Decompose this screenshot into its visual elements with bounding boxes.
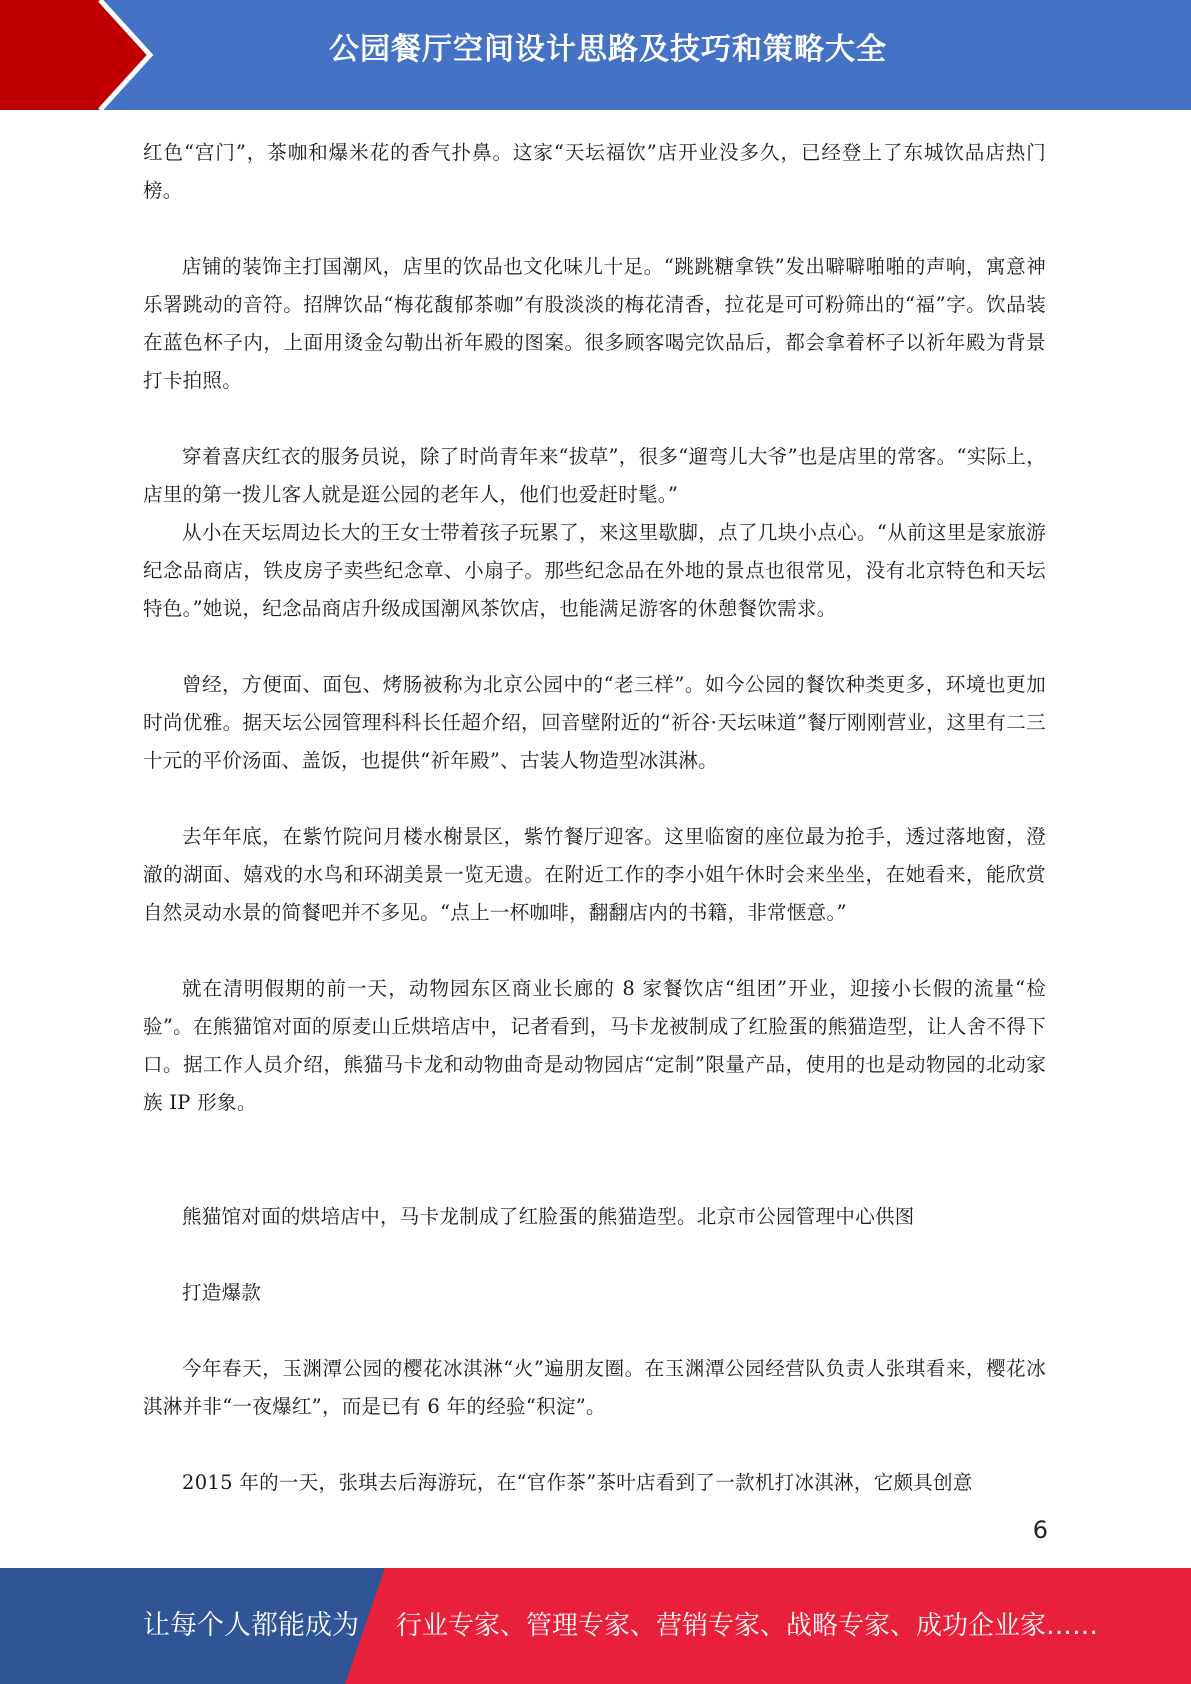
- image-caption: 熊猫馆对面的烘培店中，马卡龙制成了红脸蛋的熊猫造型。北京市公园管理中心供图: [182, 1205, 915, 1228]
- page-footer: [0, 1568, 1191, 1684]
- footer-slogan-left: 让每个人都能成为: [143, 1610, 359, 1641]
- paragraph: 穿着喜庆红衣的服务员说，除了时尚青年来“拔草”，很多“遛弯儿大爷”也是店里的常客。“实际上，店里的第一拨儿客人就是逛公园的老年人，他们也爱赶时髦。”: [143, 445, 1046, 506]
- footer-slogan-right: 行业专家、管理专家、营销专家、战略专家、成功企业家……: [396, 1611, 1099, 1641]
- paragraph: 从小在天坛周边长大的王女士带着孩子玩累了，来这里歇脚，点了几块小点心。“从前这里是家旅游纪念品商店，铁皮房子卖些纪念章、小扇子。那些纪念品在外地的景点也很常见，没有北京特色和天坛特色。”她说，纪念品商店升级成国潮风茶饮店，也能满足游客的休憩餐饮需求。: [143, 521, 1046, 620]
- paragraph: 今年春天，玉渊潭公园的樱花冰淇淋“火”遍朋友圈。在玉渊潭公园经营队负责人张琪看来，樱花冰淇淋并非“一夜爆红”，而是已有 6 年的经验“积淀”。: [143, 1357, 1046, 1418]
- article-body: [143, 134, 1046, 1502]
- paragraph: 红色“宫门”，茶咖和爆米花的香气扑鼻。这家“天坛福饮”店开业没多久，已经登上了东城饮品店热门榜。: [143, 141, 1046, 202]
- paragraph: 去年年底，在紫竹院问月楼水榭景区，紫竹餐厅迎客。这里临窗的座位最为抢手，透过落地窗，澄澈的湖面、嬉戏的水鸟和环湖美景一览无遗。在附近工作的李小姐午休时会来坐坐，在她看来，能欣赏自然灵动水景的简餐吧并不多见。“点上一杯咖啡，翻翻店内的书籍，非常惬意。”: [143, 825, 1046, 924]
- page-header: [0, 0, 1191, 110]
- section-heading: 打造爆款: [182, 1281, 262, 1304]
- paragraph: 2015 年的一天，张琪去后海游玩，在“官作茶”茶叶店看到了一款机打冰淇淋，它颇具创意: [182, 1471, 973, 1494]
- paragraph: 店铺的装饰主打国潮风，店里的饮品也文化味儿十足。“跳跳糖拿铁”发出噼噼啪啪的声响，寓意神乐署跳动的音符。招牌饮品“梅花馥郁茶咖”有股淡淡的梅花清香，拉花是可可粉筛出的“福”字。饮品装在蓝色杯子内，上面用烫金勾勒出祈年殿的图案。很多顾客喝完饮品后，都会拿着杯子以祈年殿为背景打卡拍照。: [143, 255, 1046, 392]
- paragraph: 曾经，方便面、面包、烤肠被称为北京公园中的“老三样”。如今公园的餐饮种类更多，环境也更加时尚优雅。据天坛公园管理科科长任超介绍，回音壁附近的“祈谷·天坛味道”餐厅刚刚营业，这里有二三十元的平价汤面、盖饭，也提供“祈年殿”、古装人物造型冰淇淋。: [143, 673, 1046, 772]
- document-title: 公园餐厅空间设计思路及技巧和策略大全: [329, 32, 887, 67]
- page-number: 6: [1032, 1516, 1048, 1544]
- paragraph: 就在清明假期的前一天，动物园东区商业长廊的 8 家餐饮店“组团”开业，迎接小长假的流量“检验”。在熊猫馆对面的原麦山丘烘培店中，记者看到，马卡龙被制成了红脸蛋的熊猫造型，让人舍不得下口。据工作人员介绍，熊猫马卡龙和动物曲奇是动物园店“定制”限量产品，使用的也是动物园的北动家族 IP 形象。: [143, 977, 1046, 1114]
